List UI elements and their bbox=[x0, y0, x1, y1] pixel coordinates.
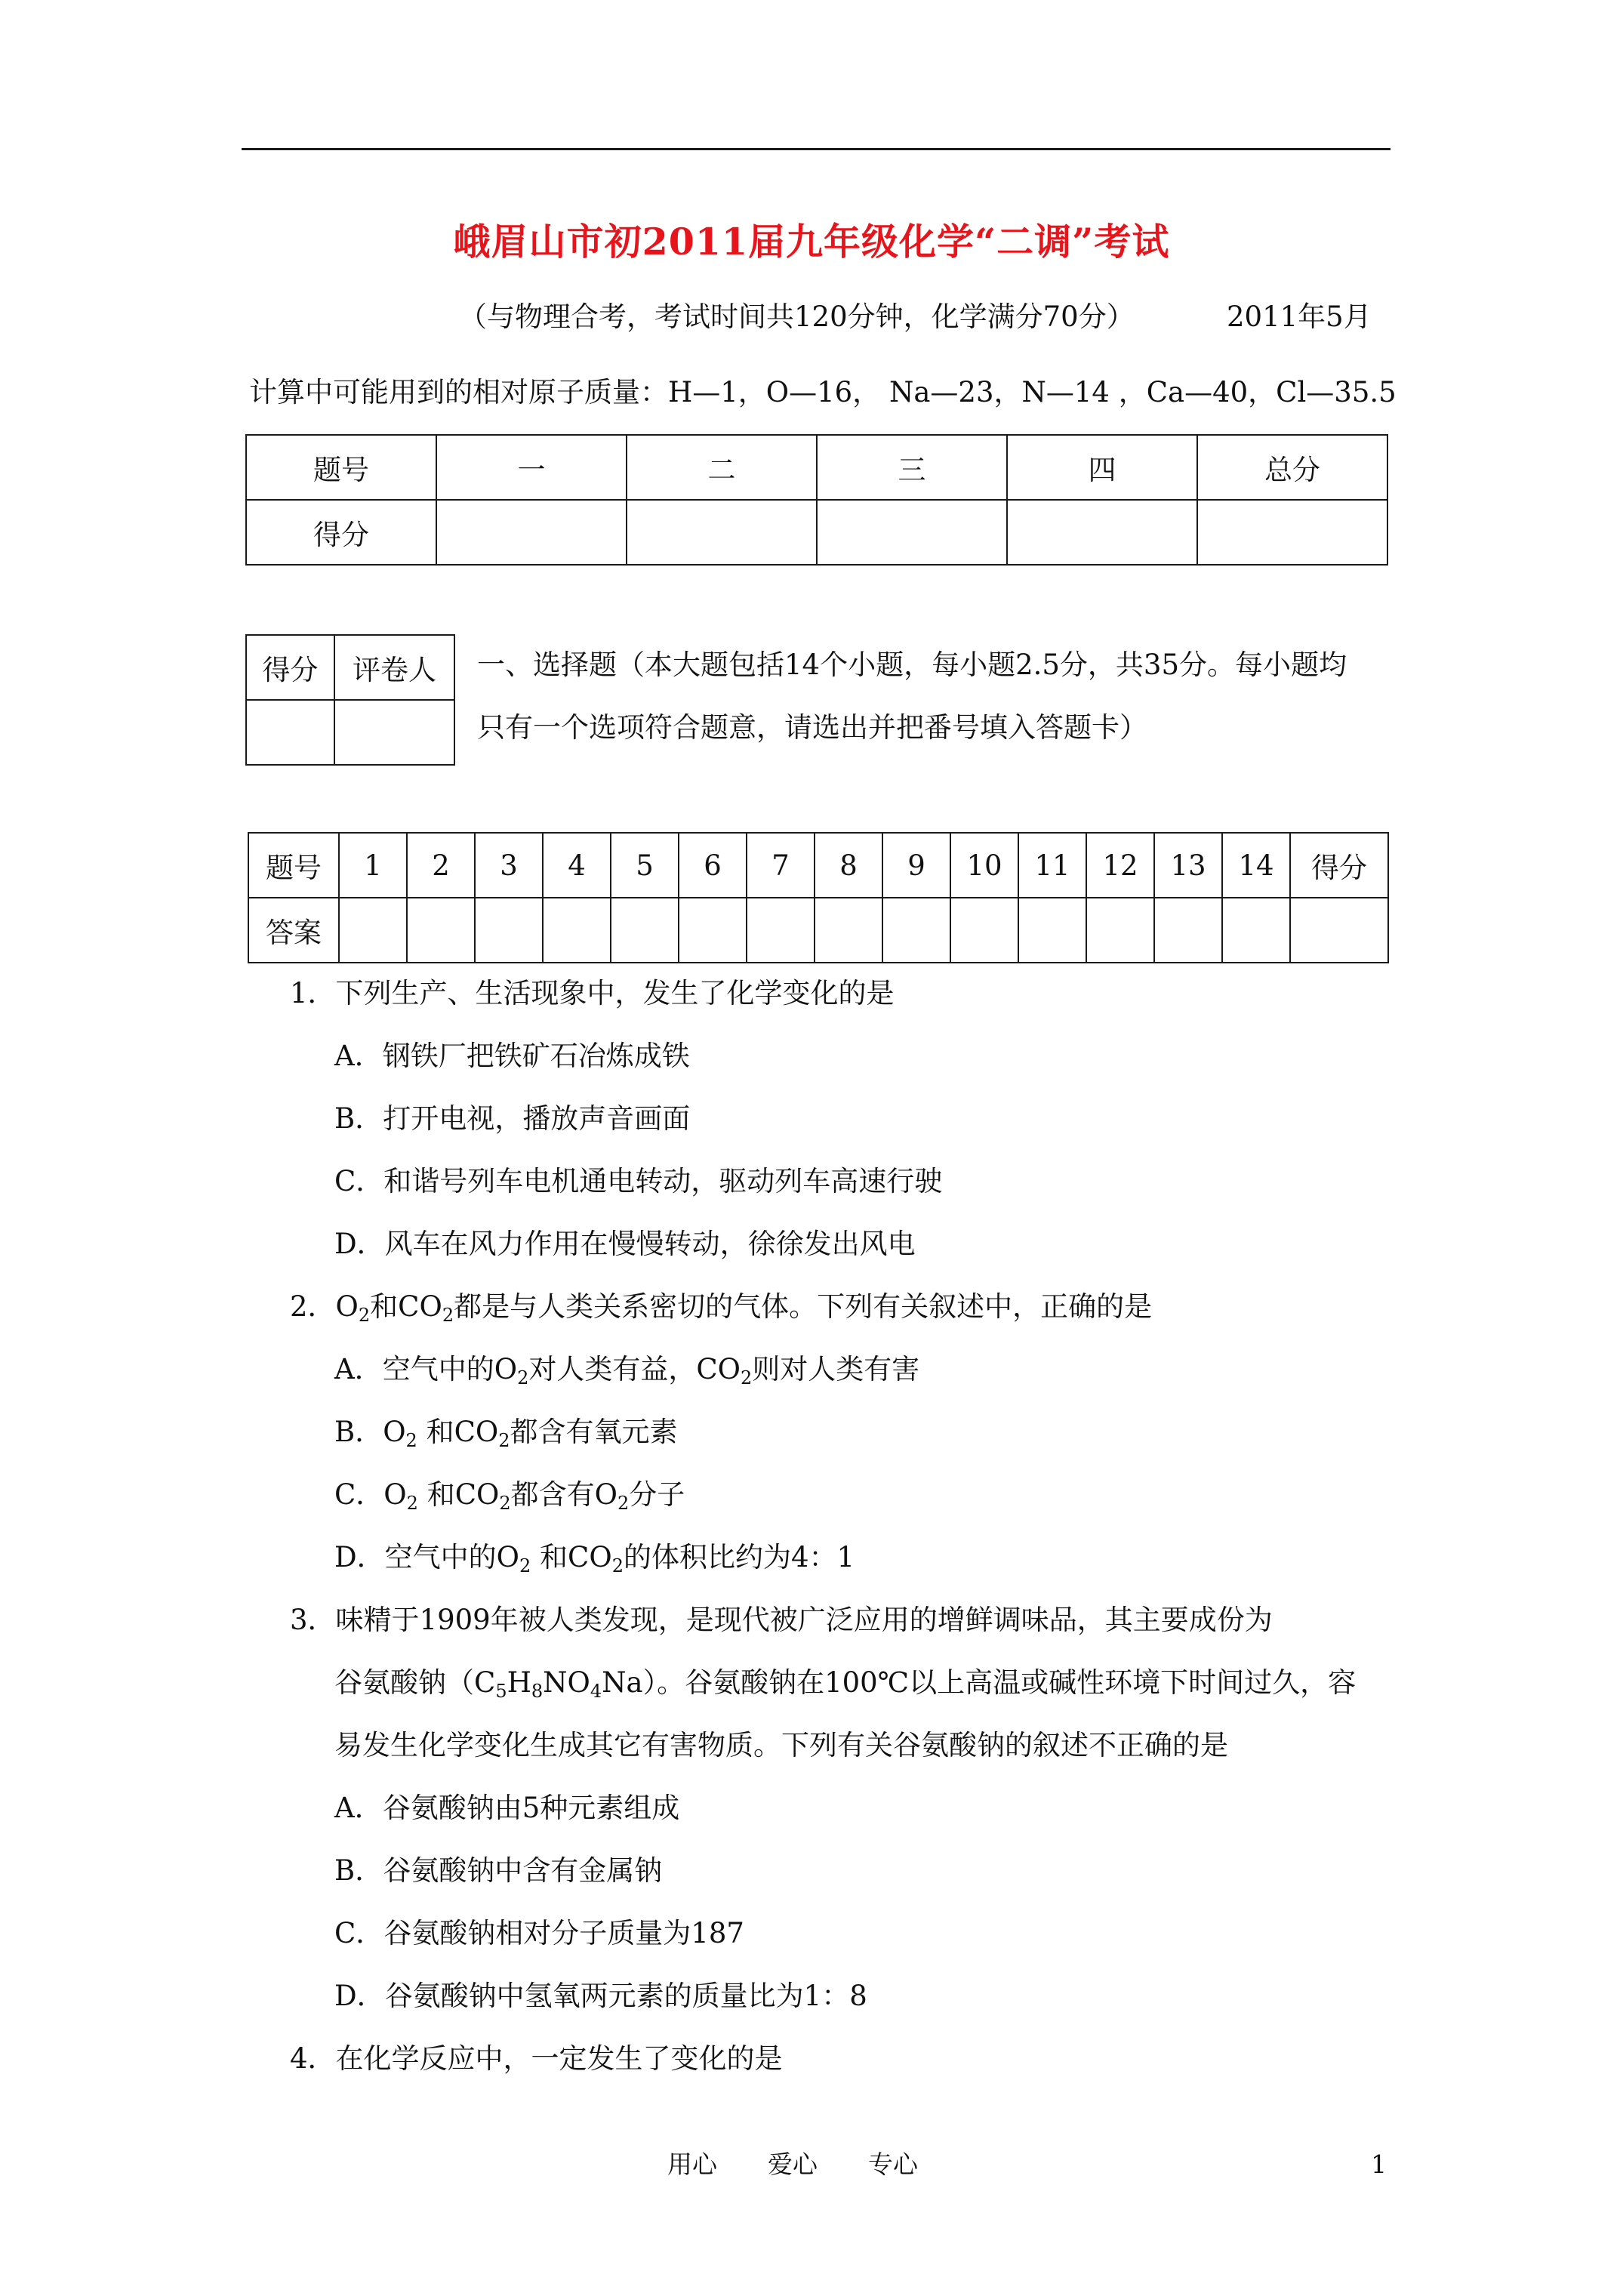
grader-score-cell bbox=[246, 700, 334, 765]
section1-instruction-line1: 一、选择题（本大题包括14个小题，每小题2.5分，共35分。每小题均 bbox=[477, 649, 1347, 681]
question-2-option-a: A．空气中的$O_2$对人类有益，$CO_2$则对人类有害 bbox=[334, 1353, 920, 1388]
footer-slogan-2: 爱心 bbox=[768, 2150, 818, 2179]
answer-cell bbox=[679, 898, 747, 963]
answer-cell bbox=[339, 898, 407, 963]
score-cell bbox=[817, 500, 1007, 565]
answer-cell bbox=[1290, 898, 1388, 963]
answer-cell bbox=[611, 898, 679, 963]
score-header-cell: 四 bbox=[1007, 435, 1197, 500]
question-3-option-b: B．谷氨酸钠中含有金属钠 bbox=[334, 1854, 663, 1887]
question-3-option-a: A．谷氨酸钠由5种元素组成 bbox=[334, 1792, 680, 1824]
score-summary-table bbox=[245, 434, 1388, 566]
question-number-cell: 9 bbox=[882, 833, 950, 898]
answer-cell bbox=[1154, 898, 1222, 963]
question-1-option-b: B．打开电视，播放声音画面 bbox=[334, 1102, 691, 1135]
score-header-cell: 三 bbox=[817, 435, 1007, 500]
exam-subtitle: （与物理合考，考试时间共120分钟，化学满分70分） bbox=[459, 300, 1135, 333]
question-number-cell: 5 bbox=[611, 833, 679, 898]
answer-cell bbox=[747, 898, 815, 963]
question-1-option-c: C．和谐号列车电机通电转动，驱动列车高速行驶 bbox=[334, 1165, 943, 1197]
question-3-line2: 谷氨酸钠$(C_5H_8NO_4Na)$。谷氨酸钠在100℃以上高温或碱性环境下时间过久，容 bbox=[334, 1666, 1357, 1702]
score-header-cell: 题号 bbox=[246, 435, 436, 500]
question-number-cell: 6 bbox=[679, 833, 747, 898]
section1-instruction-line2: 只有一个选项符合题意，请选出并把番号填入答题卡） bbox=[477, 711, 1147, 744]
exam-date: 2011年5月 bbox=[1227, 300, 1372, 333]
score-cell bbox=[1197, 500, 1387, 565]
question-number-cell: 4 bbox=[543, 833, 611, 898]
grader-score-label: 得分 bbox=[246, 635, 334, 700]
grader-name-cell bbox=[334, 700, 454, 765]
answer-cell bbox=[475, 898, 543, 963]
question-number-cell: 12 bbox=[1086, 833, 1154, 898]
question-2-stem: 2．$O_2$和$CO_2$都是与人类关系密切的气体。下列有关叙述中，正确的是 bbox=[290, 1290, 1153, 1326]
answer-cell bbox=[815, 898, 882, 963]
question-4-stem: 4．在化学反应中，一定发生了变化的是 bbox=[290, 2042, 783, 2075]
grader-name-label: 评卷人 bbox=[334, 635, 454, 700]
answer-cell bbox=[1018, 898, 1086, 963]
header-rule bbox=[242, 148, 1390, 150]
answer-cell bbox=[950, 898, 1018, 963]
question-1-stem: 1．下列生产、生活现象中，发生了化学变化的是 bbox=[290, 977, 895, 1009]
question-2-option-b: B．$O_2$ 和$CO_2$都含有氧元素 bbox=[334, 1416, 678, 1451]
question-number-cell: 3 bbox=[475, 833, 543, 898]
answer-cell bbox=[407, 898, 475, 963]
score-cell bbox=[436, 500, 627, 565]
exam-title: 峨眉山市初2011届九年级化学“二调”考试 bbox=[453, 220, 1170, 264]
question-number-cell: 1 bbox=[339, 833, 407, 898]
grader-box bbox=[245, 634, 455, 766]
score-header-cell: 总分 bbox=[1197, 435, 1387, 500]
question-number-cell: 11 bbox=[1018, 833, 1086, 898]
question-2-option-c: C．$O_2$ 和$CO_2$都含有$O_2$分子 bbox=[334, 1478, 685, 1514]
question-number-cell: 7 bbox=[747, 833, 815, 898]
question-number-cell: 10 bbox=[950, 833, 1018, 898]
question-3-line3: 易发生化学变化生成其它有害物质。下列有关谷氨酸钠的叙述不正确的是 bbox=[334, 1729, 1228, 1761]
question-3-option-d: D．谷氨酸钠中氢氧两元素的质量比为1：8 bbox=[334, 1980, 867, 2012]
question-number-cell: 2 bbox=[407, 833, 475, 898]
footer-slogan-1: 用心 bbox=[667, 2150, 717, 2179]
question-3-option-c: C．谷氨酸钠相对分子质量为187 bbox=[334, 1917, 744, 1949]
score-header-cell: 二 bbox=[627, 435, 817, 500]
answer-cell bbox=[882, 898, 950, 963]
question-number-cell: 8 bbox=[815, 833, 882, 898]
answer-row-label: 题号 bbox=[248, 833, 339, 898]
question-3-line1: 3．味精于1909年被人类发现，是现代被广泛应用的增鲜调味品，其主要成份为 bbox=[290, 1604, 1273, 1636]
page-number: 1 bbox=[1371, 2150, 1387, 2179]
score-header-cell: 一 bbox=[436, 435, 627, 500]
score-cell bbox=[627, 500, 817, 565]
question-1-option-d: D．风车在风力作用在慢慢转动，徐徐发出风电 bbox=[334, 1228, 916, 1260]
answer-cell bbox=[1086, 898, 1154, 963]
question-1-option-a: A．钢铁厂把铁矿石冶炼成铁 bbox=[334, 1040, 690, 1072]
answer-cell bbox=[543, 898, 611, 963]
question-2-option-d: D．空气中的$O_2$ 和$CO_2$的体积比约为4：1 bbox=[334, 1541, 855, 1576]
question-number-cell: 14 bbox=[1222, 833, 1290, 898]
answer-score-label: 得分 bbox=[1290, 833, 1388, 898]
score-row-label: 得分 bbox=[246, 500, 436, 565]
answer-row-label: 答案 bbox=[248, 898, 339, 963]
footer-slogan-3: 专心 bbox=[868, 2150, 918, 2179]
answer-card-table bbox=[248, 832, 1389, 963]
score-cell bbox=[1007, 500, 1197, 565]
atomic-masses-note: 计算中可能用到的相对原子质量：H—1，O—16， Na—23，N—14 ，Ca—40，Cl—35.5 bbox=[249, 376, 1397, 408]
answer-cell bbox=[1222, 898, 1290, 963]
question-number-cell: 13 bbox=[1154, 833, 1222, 898]
